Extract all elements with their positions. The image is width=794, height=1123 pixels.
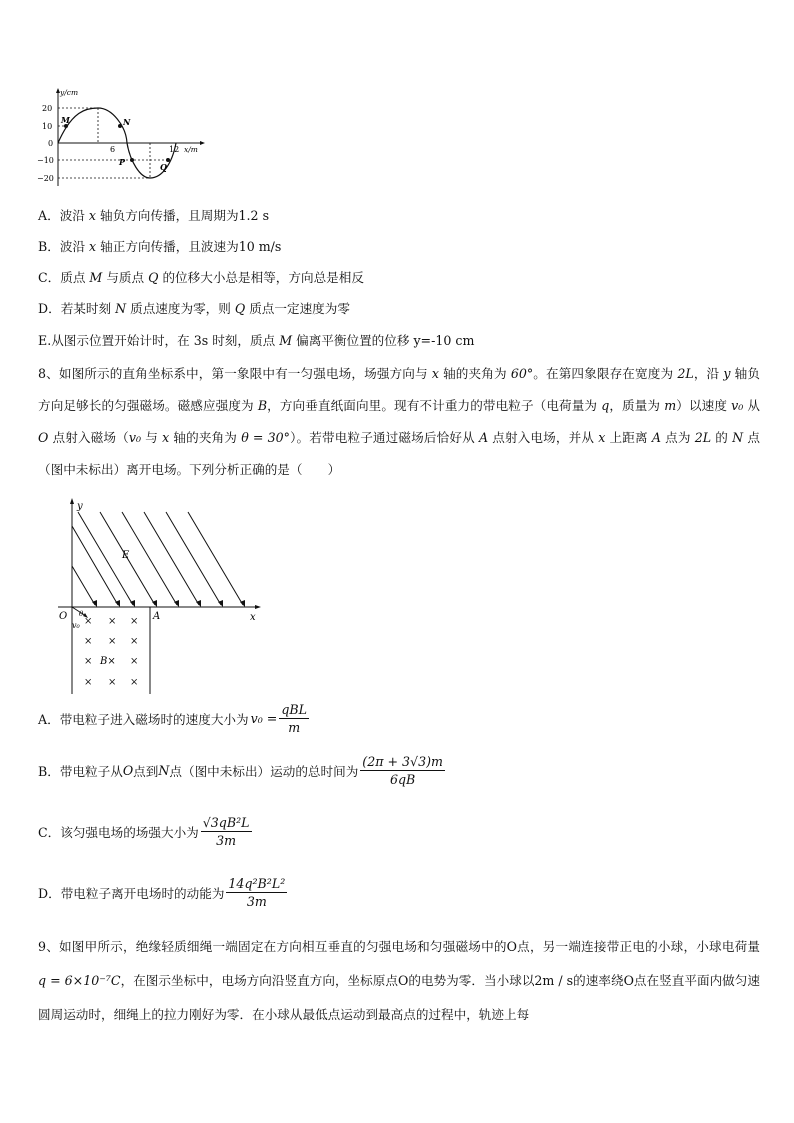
- fig-theta-label: θ: [79, 610, 84, 618]
- y-tick: 10: [42, 122, 53, 131]
- x-axis-label: x/m: [184, 145, 198, 154]
- q7-option-a: A．波沿 x 轴负方向传播，且周期为1.2 s: [38, 208, 270, 223]
- q9-stem: 9、如图甲所示，绝缘轻质细绳一端固定在方向相互垂直的匀强电场和匀强磁场中的O点，另一端连接带正电的小球，小球电荷量 q = 6×10⁻⁷C，在图示坐标中，电场方向沿竖直方向，坐标原点O的电势为零．当小球以2m / s的速率绕O点在竖直平面内做匀速圆周运动时，细绳上的拉力刚好为零．在小球从最低点运动到最高点的过程中，轨迹上每: [38, 939, 760, 1022]
- svg-text:×: ×: [108, 677, 117, 688]
- q8-stem: 8、如图所示的直角坐标系中，第一象限中有一匀强电场，场强方向与 x 轴的夹角为 60°。在第四象限存在宽度为 2L，沿 y 轴负方向足够长的匀强磁场。磁感应强度为 B，方向垂直纸面向里。现有不计重力的带电粒子（电荷量为 q，质量为 m）以速度 v₀ 从 O 点射入磁场（v₀ 与 x 轴的夹角为 θ = 30°）。若带电粒子通过磁场后恰好从 A 点射入电场，并从 x 上距离 A 点为 2L 的 N 点（图中未标出）离开电场。下列分析正确的是（ ）: [38, 366, 760, 477]
- y-axis-label: y/cm: [60, 88, 79, 97]
- fig-y-label: y: [77, 501, 83, 512]
- field-diagram: [56, 498, 266, 698]
- q8-option-c: C．该匀强电场的场强大小为 $\frac{\text{√3qB²L}}{3m}$: [38, 815, 250, 848]
- fraction: $\frac{\text{√3qB²L}}{3m}$: [202, 815, 250, 848]
- fig-v0-label: v₀: [72, 621, 80, 630]
- q8-option-b: B．带电粒子从 O 点到 N 点（图中未标出）运动的总时间为 $\frac{(2\pi + 3√3)m}{6qB}$: [38, 754, 443, 787]
- point-label: N: [123, 117, 131, 127]
- fig-b-label: B×: [100, 656, 116, 667]
- svg-text:×: ×: [130, 636, 139, 647]
- x-tick: 6: [110, 145, 116, 154]
- wave-graph: [36, 86, 206, 190]
- y-tick: −10: [37, 156, 54, 165]
- svg-text:×: ×: [84, 616, 93, 627]
- q8-option-d: D．带电粒子离开电场时的动能为 $\frac{\text{14q²B²L²}}{3m}$: [38, 876, 286, 909]
- fraction: $\frac{\text{qBL}}{m}$: [281, 702, 308, 735]
- y-tick: 20: [42, 104, 53, 113]
- fig-e-label: E: [122, 550, 130, 561]
- q7-option-d: D．若某时刻 N 质点速度为零，则 Q 质点一定速度为零: [38, 301, 350, 316]
- svg-text:×: ×: [108, 636, 117, 647]
- y-tick: −20: [37, 174, 54, 183]
- fraction: $\frac{\text{14q²B²L²}}{3m}$: [228, 876, 286, 909]
- q8-option-a: A．带电粒子进入磁场时的速度大小为 v₀ = $\frac{\text{qBL}}{m}$: [38, 702, 308, 735]
- q7-option-e: E.从图示位置开始计时，在 3s 时刻，质点 M 偏离平衡位置的位移 y=-10 cm: [38, 333, 475, 348]
- fig-x-label: x: [250, 612, 256, 623]
- svg-text:×: ×: [130, 616, 139, 627]
- fig-point-a-label: A: [153, 611, 161, 622]
- svg-text:×: ×: [84, 636, 93, 647]
- point-label: P: [119, 157, 126, 167]
- point-label: Q: [160, 162, 167, 172]
- svg-text:×: ×: [84, 677, 93, 688]
- q7-option-b: B．波沿 x 轴正方向传播，且波速为10 m/s: [38, 239, 282, 254]
- point-label: M: [61, 115, 70, 125]
- q7-option-c: C．质点 M 与质点 Q 的位移大小总是相等，方向总是相反: [38, 270, 364, 285]
- svg-text:×: ×: [130, 677, 139, 688]
- fraction: $\frac{(2\pi + 3√3)m}{6qB}$: [362, 754, 443, 787]
- svg-text:×: ×: [130, 656, 139, 667]
- x-tick: 12: [169, 145, 180, 154]
- y-tick: 0: [48, 139, 54, 148]
- fig-origin-label: O: [59, 611, 68, 622]
- svg-text:×: ×: [108, 616, 117, 627]
- svg-text:×: ×: [84, 656, 93, 667]
